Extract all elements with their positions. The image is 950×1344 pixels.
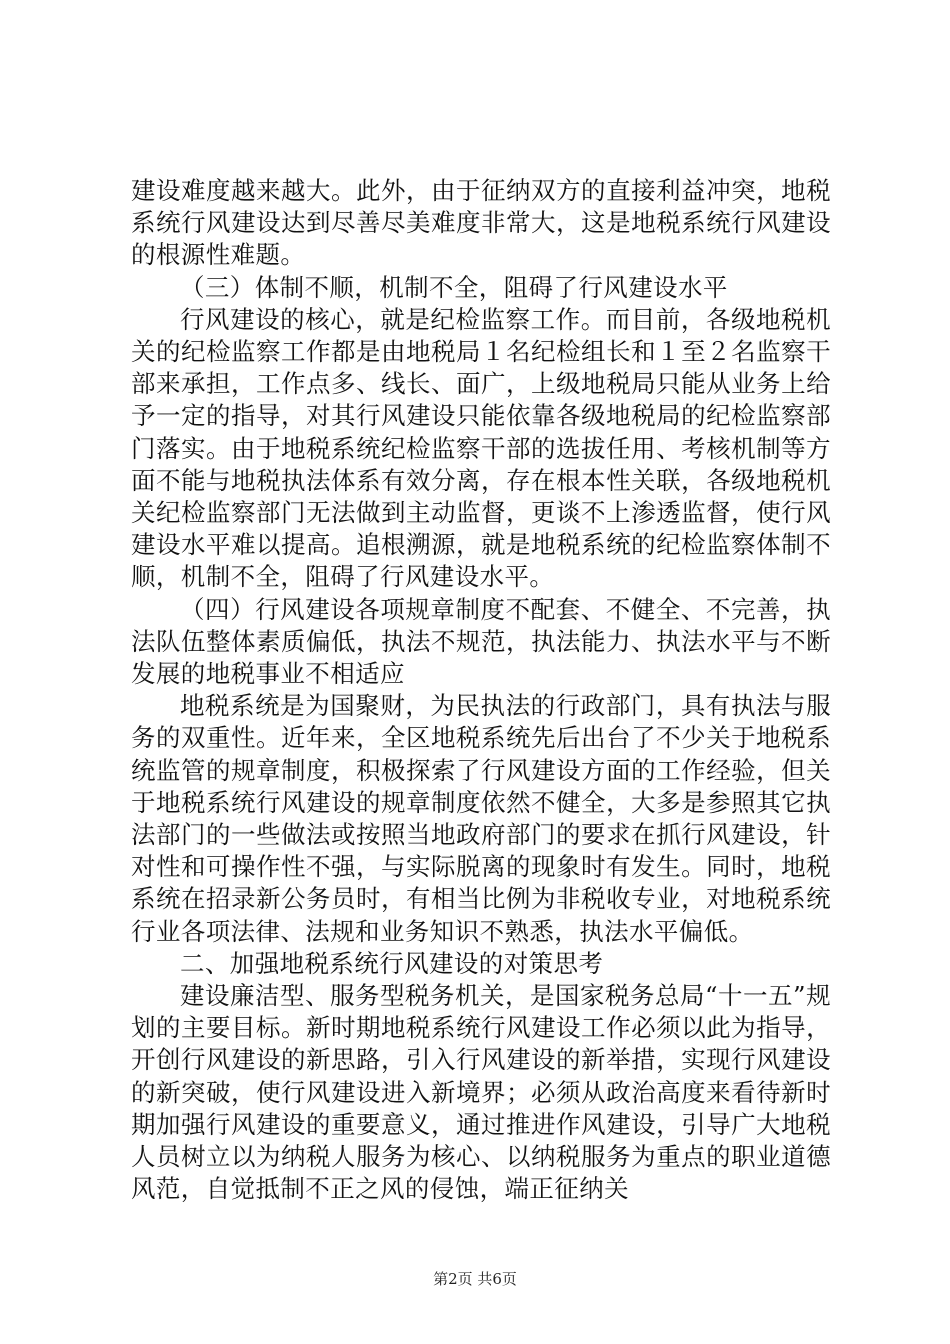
paragraph-regulations: 地税系统是为国聚财，为民执法的行政部门，具有执法与服务的双重性。近年来，全区地税系统先后出台了不少关于地税系统监管的规章制度，积极探索了行风建设方面的工作经验，但关于地税系统行风建设的规章制度依然不健全，大多是参照其它执法部门的一些做法或按照当地政府部门的要求在抓行风建设，针对性和可操作性不强，与实际脱离的现象时有发生。同时，地税系统在招录新公务员时，有相当比例为非税收专业，对地税系统行业各项法律、法规和业务知识不熟悉，执法水平偏低。 — [131, 691, 831, 946]
section-heading-countermeasures: 二、加强地税系统行风建设的对策思考 — [180, 948, 604, 978]
section-heading-3: （三）体制不顺，机制不全，阻碍了行风建设水平 — [180, 272, 728, 302]
paragraph-continuation: 建设难度越来越大。此外，由于征纳双方的直接利益冲突，地税系统行风建设达到尽善尽美难度非常大，这是地税系统行风建设的根源性难题。 — [131, 176, 831, 270]
document-body — [131, 175, 831, 1206]
paragraph-discipline-inspection: 行风建设的核心，就是纪检监察工作。而目前，各级地税机关的纪检监察工作都是由地税局１名纪检组长和１至２名监察干部来承担，工作点多、线长、面广，上级地税局只能从业务上给予一定的指导，对其行风建设只能依靠各级地税局的纪检监察部门落实。由于地税系统纪检监察干部的选拔任用、考核机制等方面不能与地税执法体系有效分离，存在根本性关联，各级地税机关纪检监察部门无法做到主动监督，更谈不上渗透监督，使行风建设水平难以提高。追根溯源，就是地税系统的纪检监察体制不顺，机制不全，阻碍了行风建设水平。 — [131, 304, 831, 592]
paragraph-countermeasures: 建设廉洁型、服务型税务机关，是国家税务总局“十一五”规划的主要目标。新时期地税系统行风建设工作必须以此为指导，开创行风建设的新思路，引入行风建设的新举措，实现行风建设的新突破，使行风建设进入新境界；必须从政治高度来看待新时期加强行风建设的重要意义，通过推进作风建设，引导广大地税人员树立以为纳税人服务为核心、以纳税服务为重点的职业道德风范，自觉抵制不正之风的侵蚀，端正征纳关 — [131, 981, 831, 1204]
section-heading-4: （四）行风建设各项规章制度不配套、不健全、不完善，执法队伍整体素质偏低，执法不规范，执法能力、执法水平与不断发展的地税事业不相适应 — [131, 594, 831, 689]
page-footer — [0, 1268, 950, 1289]
page-number: 第2页 共6页 — [433, 1270, 517, 1288]
